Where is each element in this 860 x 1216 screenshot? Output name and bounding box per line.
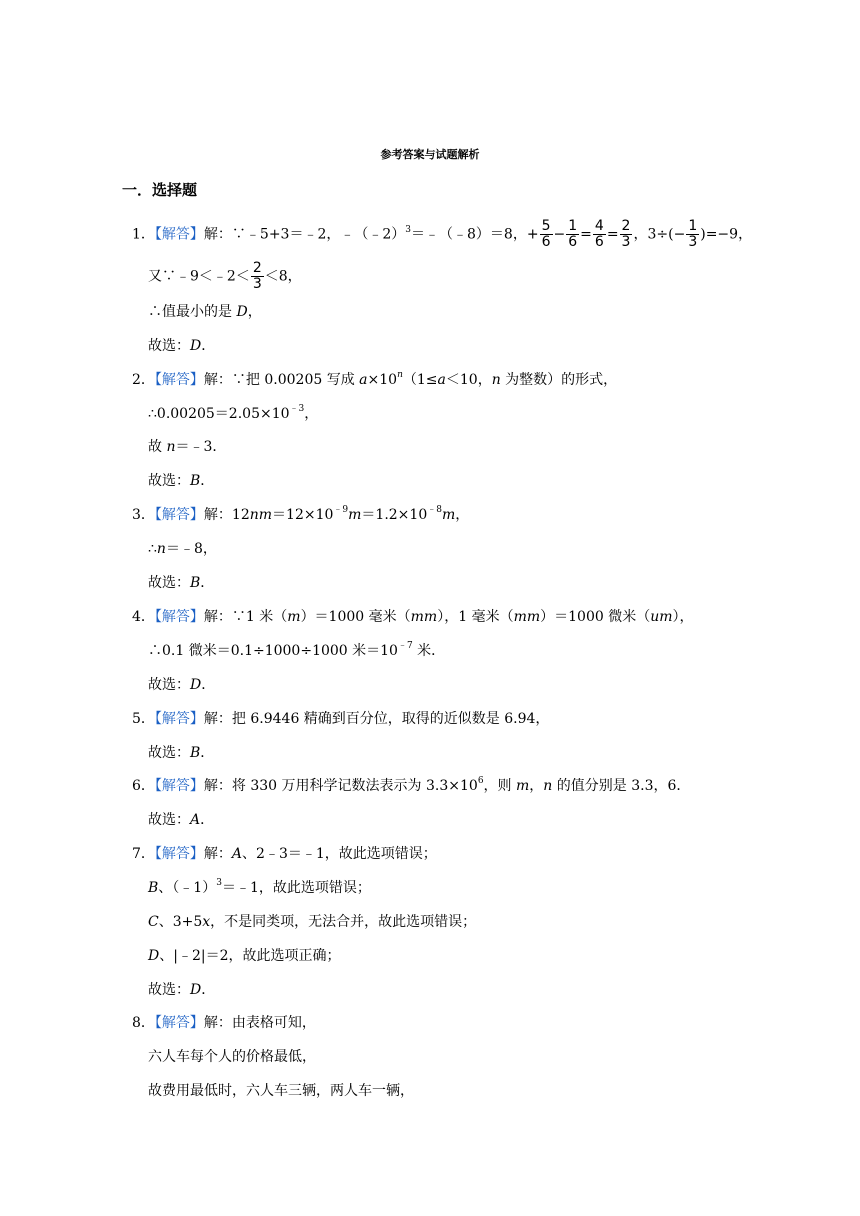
q3-number: 3． bbox=[132, 507, 155, 523]
q6-line1: 6．【解答】解：将 330 万用科学记数法表示为 $3.3\times 10^6$，则 m，n 的值分别是 3.3，6． bbox=[132, 776, 691, 794]
q7-line5: 故选：D． bbox=[148, 982, 216, 998]
q3-line3: 故选：B． bbox=[148, 575, 215, 591]
q7-line4: D、|﹣2|＝2，故此选项正确； bbox=[148, 948, 341, 964]
q8-line2: 六人车每个人的价格最低， bbox=[148, 1049, 316, 1065]
q4-line2: ∴0.1 微米＝0.1÷1000÷1000 米$=10^{﹣7}$ 米． bbox=[148, 641, 446, 659]
q5-line1: 5．【解答】解：把 6.9446 精确到百分位，取得的近似数是 6.94， bbox=[132, 711, 550, 727]
q5-line2: 故选：B． bbox=[148, 745, 215, 761]
q3-line2: ∴n＝﹣8， bbox=[148, 541, 217, 557]
q1-fraction-expression: + $\frac{5}{6}$ − $\frac{1}{6}$ = $\frac{4}{6}$ = $\frac{2}{3}$ bbox=[526, 218, 631, 250]
q5-answer-tag: 【解答】 bbox=[154, 711, 204, 727]
q2-number: 2． bbox=[132, 372, 155, 388]
q5-number: 5． bbox=[132, 711, 155, 727]
q2-line3: 故 n＝﹣3． bbox=[148, 439, 227, 455]
q7-answer-tag: 【解答】 bbox=[154, 846, 204, 862]
q4-line1: 4．【解答】解：∵1 米（m）＝1000 毫米（mm），1 毫米（mm）＝1000 微米（um）， bbox=[132, 609, 694, 625]
q6-answer-tag: 【解答】 bbox=[154, 778, 204, 794]
q7-line1: 7．【解答】解：A、2﹣3＝﹣1，故此选项错误； bbox=[132, 846, 437, 862]
q2-line2: $\therefore 0.00205=2.05\times 10^{﹣3}$， bbox=[148, 404, 319, 422]
q7-line2: B、（﹣1）$^3$＝﹣1，故此选项错误； bbox=[148, 878, 371, 896]
q1-line4: 故选：D． bbox=[148, 338, 216, 354]
q8-answer-tag: 【解答】 bbox=[154, 1015, 204, 1031]
q7-line3: C、3+5x，不是同类项，无法合并，故此选项错误； bbox=[148, 914, 477, 930]
q1-line1: 1．【解答】解：∵﹣5+3＝﹣2，﹣（﹣2）$^3$＝﹣（﹣8）＝8，+ $\frac{5}{6}$ − $\frac{1}{6}$ = $\frac{4}{6}$ = $\frac{2}{3}$ ，3÷(− $\frac{1}{3}$ )=−9， bbox=[132, 218, 753, 250]
q3-line1: 3．【解答】解：$12nm=12\times 10^{﹣9}m=1.2\times 10^{﹣8}m$， bbox=[132, 505, 470, 523]
q1-line3: ∴值最小的是 D， bbox=[148, 304, 262, 320]
page-title: 参考答案与试题解析 bbox=[380, 148, 480, 161]
q8-number: 8． bbox=[132, 1015, 155, 1031]
q1-answer-tag: 【解答】 bbox=[154, 226, 204, 243]
q8-line3: 故费用最低时，六人车三辆，两人车一辆， bbox=[148, 1083, 414, 1099]
q1-division-fraction: − $\frac{1}{3}$ bbox=[673, 218, 698, 250]
q1-fraction-two-thirds: $\frac{2}{3}$ bbox=[252, 260, 262, 292]
q8-line1: 8．【解答】解：由表格可知， bbox=[132, 1015, 316, 1031]
q2-line4: 故选：B． bbox=[148, 473, 215, 489]
q1-number: 1． bbox=[132, 226, 155, 243]
q6-line2: 故选：A． bbox=[148, 812, 215, 828]
q6-number: 6． bbox=[132, 778, 155, 794]
q3-answer-tag: 【解答】 bbox=[154, 507, 204, 523]
q4-number: 4． bbox=[132, 609, 155, 625]
q2-line1: 2．【解答】解：∵把 0.00205 写成 $a\times 10^n(1\le a<10$，n 为整数）的形式， bbox=[132, 370, 618, 388]
q7-number: 7． bbox=[132, 846, 155, 862]
q1-line2: 又∵﹣9＜﹣2＜ $\frac{2}{3}$ ＜8， bbox=[148, 260, 302, 292]
q4-answer-tag: 【解答】 bbox=[154, 609, 204, 625]
section-heading: 一．选择题 bbox=[122, 181, 198, 199]
q4-line3: 故选：D． bbox=[148, 677, 216, 693]
q2-answer-tag: 【解答】 bbox=[154, 372, 204, 388]
